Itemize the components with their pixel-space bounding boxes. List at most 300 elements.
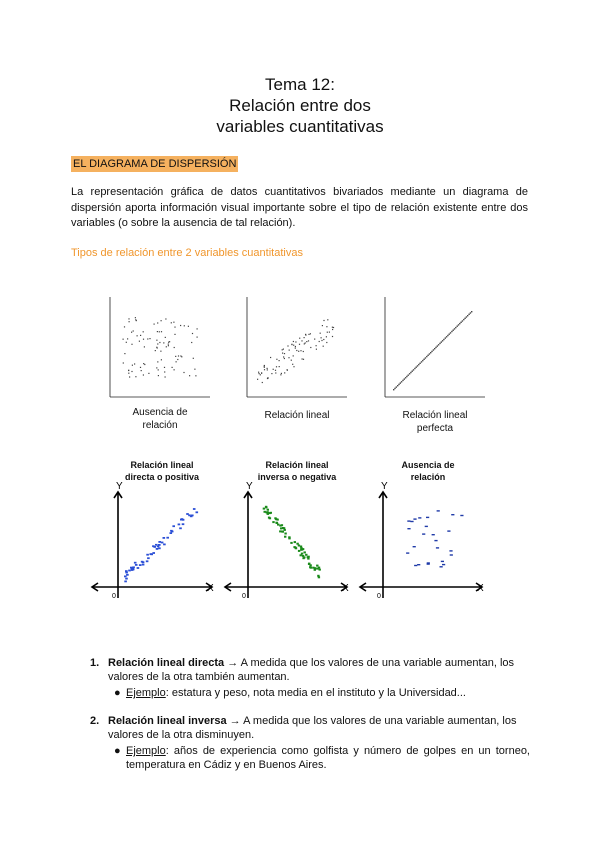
- intro-paragraph: La representación gráfica de datos cuantitativos bivariados mediante un diagrama de dispersión aporta información visual importante sobre el tipo de relación existente entre dos variables (o sobre la ausencia de tal relación).: [71, 186, 528, 229]
- scatter-point: [164, 371, 165, 372]
- scatter-point: [163, 544, 166, 546]
- scatter-point: [259, 373, 260, 374]
- scatter-point: [323, 346, 324, 347]
- scatter-linear: [247, 297, 347, 397]
- scatter-point: [417, 365, 418, 366]
- scatter-point: [298, 545, 300, 547]
- scatter-point: [150, 553, 153, 555]
- title-no-relation-axes: Ausencia de relación: [401, 460, 455, 482]
- scatter-point: [135, 376, 136, 377]
- scatter-point: [287, 345, 288, 346]
- scatter-point: [135, 564, 138, 566]
- scatter-point: [457, 326, 458, 327]
- scatter-point: [139, 564, 142, 566]
- scatter-point: [323, 339, 324, 340]
- scatter-point: [189, 375, 190, 376]
- scatter-point: [275, 370, 276, 371]
- scatter-point: [306, 341, 307, 342]
- title-line-2: Relación entre dos: [229, 96, 371, 115]
- scatter-point: [139, 341, 140, 342]
- scatter-point: [156, 548, 159, 550]
- scatter-point: [132, 566, 135, 568]
- scatter-point: [413, 369, 414, 370]
- y-axis-label: Y: [381, 481, 388, 492]
- scatter-point: [326, 326, 327, 327]
- scatter-point: [156, 367, 157, 368]
- scatter-point: [460, 322, 461, 323]
- example-label: Ejemplo: [126, 687, 166, 699]
- scatter-point: [442, 564, 445, 565]
- scatter-point: [446, 336, 447, 337]
- scatter-point: [320, 333, 321, 334]
- caption-linear: Relación lineal: [264, 410, 330, 421]
- scatter-point: [134, 363, 135, 364]
- scatter-point: [445, 337, 446, 338]
- scatter-point: [422, 533, 425, 534]
- scatter-point: [163, 537, 166, 539]
- scatter-point: [126, 574, 129, 576]
- scatter-point: [270, 357, 271, 358]
- scatter-point: [123, 339, 124, 340]
- scatter-point: [184, 325, 185, 326]
- scatter-point: [427, 563, 430, 564]
- scatter-point: [171, 322, 172, 323]
- scatter-point: [305, 554, 307, 556]
- scatter-point: [416, 367, 417, 368]
- scatter-point: [131, 371, 132, 372]
- term-inverse: Relación lineal inversa: [108, 715, 227, 727]
- scatter-point: [418, 517, 421, 518]
- scatter-point: [284, 372, 285, 373]
- plot-direct: [90, 480, 220, 610]
- scatter-point: [161, 320, 162, 321]
- scatter-point: [287, 369, 288, 370]
- scatter-point: [263, 508, 265, 510]
- scatter-point: [441, 341, 442, 342]
- scatter-point: [275, 372, 276, 373]
- scatter-point: [333, 327, 334, 328]
- scatter-point: [295, 348, 296, 349]
- scatter-point: [124, 326, 125, 327]
- scatter-point: [437, 345, 438, 346]
- scatter-point: [159, 342, 160, 343]
- scatter-point: [447, 530, 450, 531]
- scatter-point: [279, 366, 280, 367]
- page-title: [0, 74, 600, 137]
- scatter-point: [425, 526, 428, 527]
- scatter-point: [410, 521, 413, 522]
- scatter-point: [300, 546, 302, 548]
- scatter-point: [431, 351, 432, 352]
- scatter-point: [161, 359, 162, 360]
- scatter-point: [180, 355, 181, 356]
- scatter-point: [183, 372, 184, 373]
- scatter-point: [284, 533, 286, 535]
- scatter-point: [426, 356, 427, 357]
- scatter-point: [172, 367, 173, 368]
- scatter-point: [158, 547, 161, 549]
- scatter-point: [293, 366, 294, 367]
- scatter-point: [141, 370, 142, 371]
- scatter-point: [288, 537, 290, 539]
- scatter-point: [196, 511, 199, 513]
- scatter-point: [188, 326, 189, 327]
- scatter-point: [155, 350, 156, 351]
- title-line-1: Tema 12:: [265, 75, 335, 94]
- scatter-point: [414, 368, 415, 369]
- scatter-point: [124, 353, 125, 354]
- scatter-point: [294, 547, 296, 549]
- scatter-point: [192, 333, 193, 334]
- scatter-point: [299, 344, 300, 345]
- scatter-point: [434, 540, 437, 541]
- scatter-point: [158, 375, 159, 376]
- scatter-point: [396, 386, 397, 387]
- scatter-point: [300, 350, 301, 351]
- scatter-point: [282, 349, 283, 350]
- scatter-point: [305, 334, 306, 335]
- scatter-point: [197, 328, 198, 329]
- scatter-point: [178, 355, 179, 356]
- scatter-point: [408, 375, 409, 376]
- scatter-point: [422, 360, 423, 361]
- scatter-point: [394, 388, 395, 389]
- scatter-point: [157, 546, 160, 548]
- desc-direct: A medida que los valores de una variable aumentan, los valores de la otra también aumentan.: [108, 657, 515, 683]
- scatter-point: [319, 569, 321, 571]
- scatter-point: [437, 510, 440, 511]
- scatter-point: [273, 369, 274, 370]
- scatter-point: [298, 351, 299, 352]
- scatter-point: [165, 318, 166, 319]
- scatter-point: [414, 565, 417, 566]
- title-inverse-relation: Relación lineal inversa o negativa: [257, 460, 337, 482]
- scatter-point: [175, 356, 176, 357]
- scatter-point: [314, 569, 316, 571]
- scatter-point: [463, 319, 464, 320]
- scatter-point: [131, 332, 132, 333]
- scatter-point: [135, 317, 136, 318]
- scatter-point: [140, 367, 141, 368]
- scatter-point: [406, 552, 409, 553]
- scatter-point: [147, 338, 148, 339]
- scatter-point: [147, 557, 150, 559]
- scatter-point: [271, 373, 272, 374]
- scatter-point: [291, 360, 292, 361]
- scatter-point: [308, 334, 309, 335]
- scatter-point: [304, 551, 306, 553]
- list-number: 1.: [90, 657, 100, 669]
- scatter-point: [284, 353, 285, 354]
- scatter-point: [159, 331, 160, 332]
- scatter-point: [316, 345, 317, 346]
- scatter-point: [264, 369, 265, 370]
- scatter-point: [318, 576, 320, 578]
- scatter-point: [144, 364, 145, 365]
- scatter-point: [393, 389, 394, 390]
- scatter-point: [191, 342, 192, 343]
- scatter-point: [401, 381, 402, 382]
- scatter-point: [154, 324, 155, 325]
- scatter-point: [298, 550, 300, 552]
- y-axis-label: Y: [116, 481, 123, 492]
- scatter-point: [326, 336, 327, 337]
- scatter-point: [413, 518, 416, 519]
- scatter-point: [301, 340, 302, 341]
- scatter-point: [128, 370, 129, 371]
- scatter-point: [467, 315, 468, 316]
- section-heading: EL DIAGRAMA DE DISPERSIÓN: [73, 158, 237, 170]
- scatter-no-relation: [110, 297, 210, 397]
- scatter-point: [281, 524, 283, 526]
- scatter-point: [168, 344, 169, 345]
- scatter-point: [135, 319, 136, 320]
- scatter-point: [310, 567, 312, 569]
- scatter-point: [128, 373, 129, 374]
- scatter-point: [126, 342, 127, 343]
- example-label: Ejemplo: [126, 745, 166, 757]
- scatter-point: [307, 556, 309, 558]
- scatter-point: [441, 561, 444, 562]
- scatter-point: [173, 322, 174, 323]
- scatter-point: [468, 314, 469, 315]
- scatter-point: [430, 352, 431, 353]
- scatter-point: [128, 570, 131, 572]
- scatter-point: [283, 349, 284, 350]
- scatter-point: [293, 345, 294, 346]
- scatter-point: [267, 377, 268, 378]
- scatter-point: [157, 361, 158, 362]
- scatter-point: [264, 365, 265, 366]
- scatter-point: [327, 332, 328, 333]
- scatter-point: [296, 543, 298, 545]
- title-line-3: variables cuantitativas: [216, 117, 384, 136]
- scatter-point: [267, 513, 269, 515]
- scatter-point: [284, 536, 286, 538]
- scatter-point: [292, 364, 293, 365]
- scatter-point: [131, 344, 132, 345]
- scatter-point: [269, 517, 271, 519]
- scatter-point: [305, 342, 306, 343]
- scatter-point: [471, 311, 472, 312]
- scatter-point: [182, 523, 185, 525]
- scatter-point: [449, 550, 452, 551]
- scatter-point: [295, 346, 296, 347]
- scatter-point: [166, 537, 169, 539]
- scatter-point: [318, 567, 320, 569]
- scatter-point: [296, 350, 297, 351]
- scatter-point: [152, 552, 155, 554]
- scatter-point: [181, 518, 184, 520]
- scatter-point: [439, 343, 440, 344]
- scatter-point: [264, 367, 265, 368]
- subheading: Tipos de relación entre 2 variables cuantitativas: [71, 247, 303, 259]
- scatter-point: [303, 359, 304, 360]
- scatter-point: [458, 324, 459, 325]
- scatter-point: [294, 541, 296, 543]
- scatter-point: [304, 337, 305, 338]
- scatter-point: [197, 337, 198, 338]
- scatter-point: [193, 358, 194, 359]
- scatter-point: [137, 335, 138, 336]
- scatter-point: [143, 339, 144, 340]
- scatter-point: [462, 320, 463, 321]
- plot-inverse: [225, 480, 355, 610]
- scatter-point: [262, 382, 263, 383]
- scatter-point: [160, 351, 161, 352]
- scatter-point: [300, 554, 302, 556]
- scatter-point: [436, 547, 439, 548]
- scatter-point: [440, 566, 443, 567]
- scatter-point: [425, 357, 426, 358]
- scatter-point: [172, 525, 175, 527]
- scatter-point: [450, 554, 453, 555]
- scatter-point: [308, 563, 310, 565]
- scatter-point: [193, 508, 196, 510]
- scatter-point: [277, 524, 279, 526]
- scatter-point: [438, 344, 439, 345]
- scatter-point: [327, 319, 328, 320]
- scatter-point: [194, 369, 195, 370]
- scatter-point: [284, 529, 286, 531]
- scatter-point: [322, 325, 323, 326]
- scatter-point: [276, 519, 278, 521]
- list-item-direct: 1. Relación lineal directa → A medida que los valores de una variable aumentan, los valores de la otra también aumentan. ● Ejemplo: estatura y peso, nota media en el instituto y la Universidad...: [90, 656, 530, 700]
- scatter-point: [410, 372, 411, 373]
- scatter-perfect-linear: [385, 297, 485, 397]
- scatter-point: [419, 363, 420, 364]
- scatter-point: [142, 564, 145, 566]
- scatter-point: [178, 524, 181, 526]
- scatter-point: [163, 342, 164, 343]
- scatter-point: [156, 340, 157, 341]
- scatter-point: [426, 517, 429, 518]
- scatter-point: [195, 375, 196, 376]
- scatter-point: [131, 569, 134, 571]
- scatter-point: [409, 373, 410, 374]
- scatter-point: [451, 331, 452, 332]
- scatter-point: [132, 365, 133, 366]
- scatter-point: [316, 565, 318, 567]
- scatter-point: [155, 544, 158, 546]
- scatter-point: [179, 527, 182, 529]
- scatter-point: [168, 345, 169, 346]
- scatter-point: [433, 349, 434, 350]
- scatter-point: [427, 355, 428, 356]
- scatter-point: [323, 320, 324, 321]
- scatter-point: [161, 542, 164, 544]
- scatter-point: [464, 318, 465, 319]
- scatter-point: [171, 531, 174, 533]
- caption-no-relation: Ausencia de relación: [132, 407, 188, 431]
- scatter-point: [321, 340, 322, 341]
- scatter-point: [447, 335, 448, 336]
- scatter-point: [164, 367, 165, 368]
- scatter-point: [267, 509, 269, 511]
- y-axis-label: Y: [246, 481, 253, 492]
- scatter-point: [332, 336, 333, 337]
- example-inverse: ● Ejemplo: años de experiencia como golfista y número de golpes en un torneo, temperatura en Cádiz y en Buenos Aires.: [114, 745, 530, 771]
- scatter-point: [177, 359, 178, 360]
- scatter-point: [143, 374, 144, 375]
- scatter-point: [124, 576, 127, 578]
- x-axis-label: X: [342, 583, 349, 594]
- scatter-point: [279, 360, 280, 361]
- scatter-point: [158, 541, 161, 543]
- scatter-point: [272, 521, 274, 523]
- scatter-point: [143, 331, 144, 332]
- list-number: 2.: [90, 715, 100, 727]
- scatter-point: [449, 334, 450, 335]
- scatter-point: [261, 372, 262, 373]
- example-direct: ● Ejemplo: estatura y peso, nota media en el instituto y la Universidad...: [114, 687, 466, 699]
- scatter-point: [133, 330, 134, 331]
- x-axis-label: X: [477, 583, 484, 594]
- scatter-point: [443, 339, 444, 340]
- scatter-point: [293, 341, 294, 342]
- scatter-point: [412, 371, 413, 372]
- scatter-point: [455, 327, 456, 328]
- scatter-point: [180, 325, 181, 326]
- scatter-point: [157, 343, 158, 344]
- scatter-point: [301, 553, 303, 555]
- scatter-point: [302, 358, 303, 359]
- scatter-point: [129, 376, 130, 377]
- scatter-point: [404, 378, 405, 379]
- scatter-point: [413, 546, 416, 547]
- scatter-point: [140, 335, 141, 336]
- scatter-point: [186, 513, 189, 515]
- scatter-point: [176, 361, 177, 362]
- scatter-point: [400, 382, 401, 383]
- scatter-point: [421, 361, 422, 362]
- scatter-point: [407, 528, 410, 529]
- scatter-point: [407, 520, 410, 521]
- scatter-point: [466, 316, 467, 317]
- scatter-point: [137, 567, 140, 569]
- scatter-point: [310, 333, 311, 334]
- scatter-point: [270, 512, 272, 514]
- scatter-point: [329, 332, 330, 333]
- scatter-point: [451, 514, 454, 515]
- scatter-point: [124, 581, 127, 583]
- scatter-point: [406, 376, 407, 377]
- scatter-point: [174, 334, 175, 335]
- scatter-point: [435, 347, 436, 348]
- scatter-point: [282, 531, 284, 533]
- scatter-point: [170, 532, 173, 534]
- scatter-point: [165, 376, 166, 377]
- scatter-point: [289, 350, 290, 351]
- plot-no-relation: [360, 480, 490, 610]
- scatter-point: [127, 338, 128, 339]
- scatter-point: [288, 357, 289, 358]
- scatter-point: [169, 341, 170, 342]
- scatter-point: [258, 372, 259, 373]
- scatter-point: [291, 344, 292, 345]
- scatter-point: [141, 561, 144, 563]
- scatter-point: [450, 332, 451, 333]
- scatter-point: [423, 359, 424, 360]
- scatter-point: [146, 560, 149, 562]
- scatter-point: [316, 349, 317, 350]
- caption-perfect-linear: Relación lineal perfecta: [402, 410, 468, 434]
- scatter-point: [128, 318, 129, 319]
- scatter-point: [332, 327, 333, 328]
- scatter-point: [303, 556, 305, 558]
- scatter-point: [429, 353, 430, 354]
- title-direct-relation: Relación lineal directa o positiva: [124, 460, 200, 482]
